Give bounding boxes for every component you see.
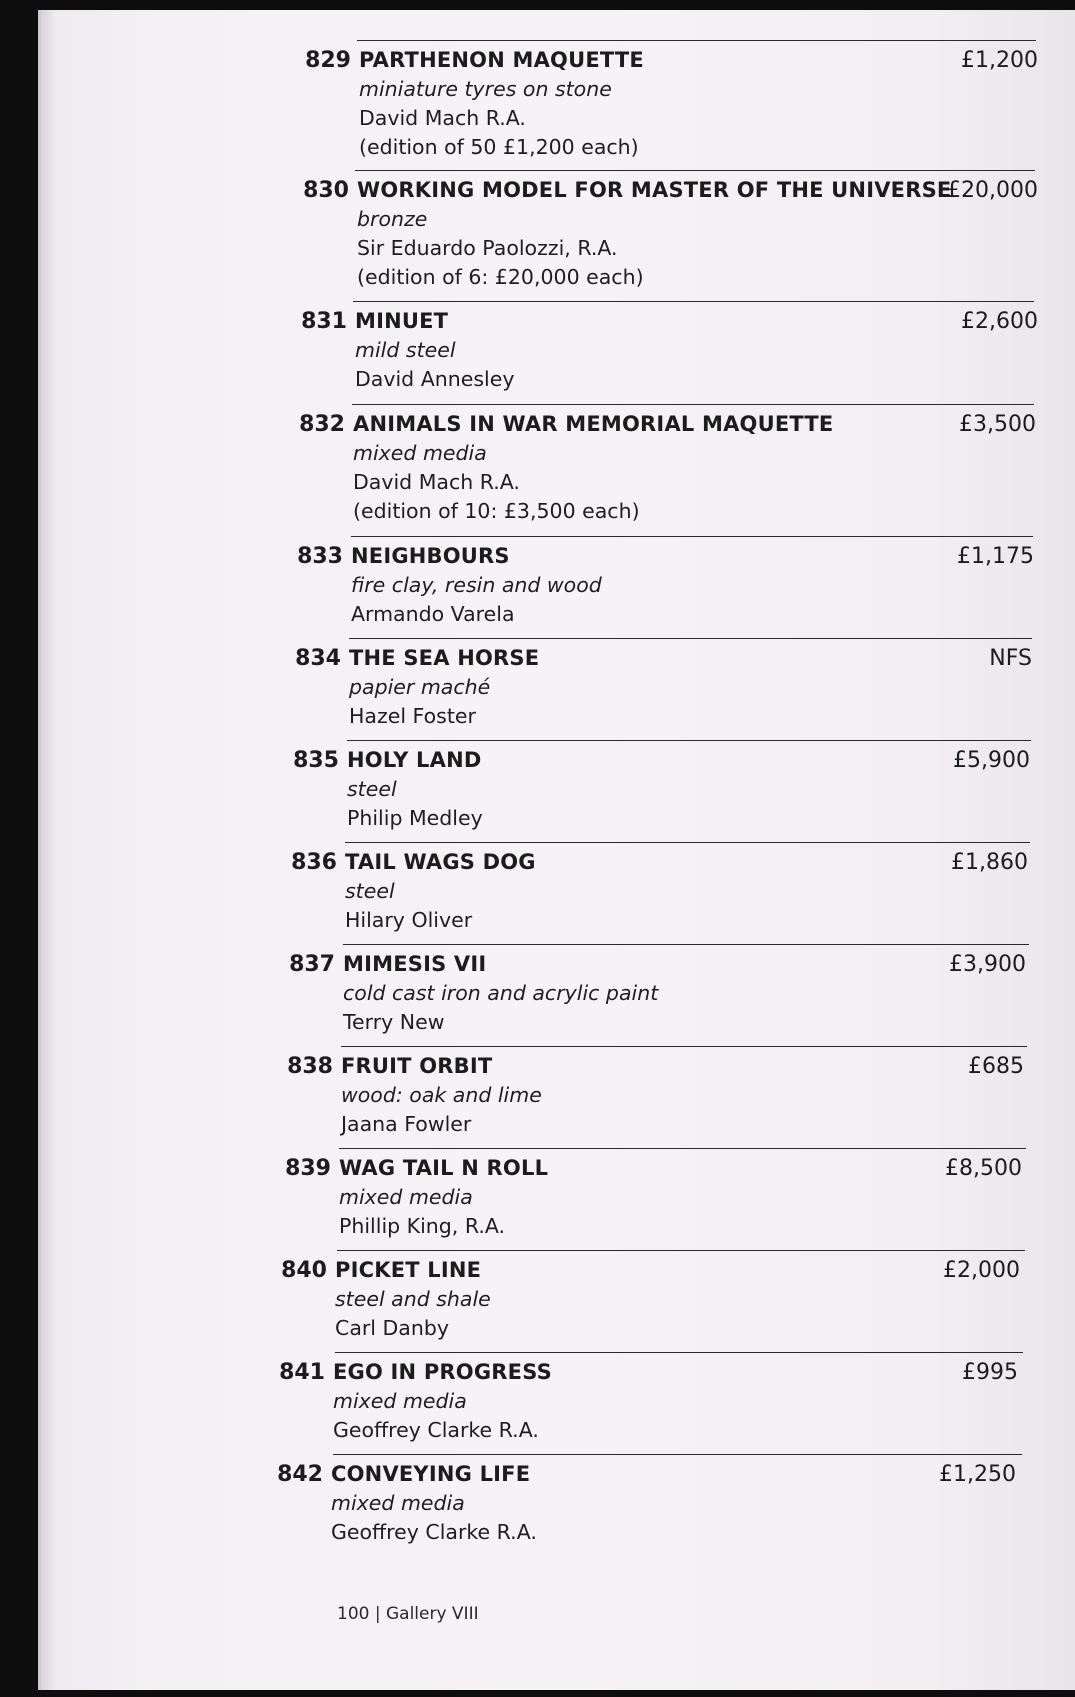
entry-artist: Hazel Foster [349,704,476,728]
entry-medium: bronze [357,207,428,231]
entry-rule [353,301,1034,302]
entry-title: TAIL WAGS DOG [345,850,536,874]
entry-artist: David Mach R.A. [353,470,520,494]
entry-price: £1,250 [939,1462,1016,1487]
entry-price: £995 [962,1360,1018,1385]
entry-rule [345,842,1030,843]
entry-number: 839 [285,1156,331,1181]
entry-number: 840 [281,1258,327,1283]
entry-price: £3,500 [959,412,1036,437]
entry-rule [337,1250,1025,1251]
entry-artist: Carl Danby [335,1316,450,1340]
entry-price: £20,000 [947,178,1038,203]
entry-medium: mild steel [355,338,456,362]
entry-rule [335,1352,1023,1353]
entry-artist: David Annesley [355,367,515,391]
page-footer: 100 | Gallery VIII [337,1604,479,1624]
entry-price: £1,860 [951,850,1028,875]
entry-price: £5,900 [953,748,1030,773]
entry-artist: Jaana Fowler [341,1112,472,1136]
entry-price: £3,900 [949,952,1026,977]
entry-number: 837 [289,952,335,977]
entry-number: 836 [291,850,337,875]
entry-title: PICKET LINE [335,1258,482,1282]
entry-medium: steel [347,777,397,801]
entry-number: 838 [287,1054,333,1079]
entry-title: MINUET [355,309,449,333]
entry-artist: Geoffrey Clarke R.A. [331,1520,537,1544]
entry-price: £1,200 [961,48,1038,73]
entry-medium: papier maché [349,675,491,699]
entry-number: 835 [293,748,339,773]
entry-rule [357,40,1036,41]
entry-medium: mixed media [333,1389,467,1413]
entry-price: NFS [989,646,1032,671]
entry-title: MIMESIS VII [343,952,487,976]
catalogue-page [38,10,1075,1690]
entry-title: THE SEA HORSE [349,646,540,670]
entry-rule [347,740,1031,741]
entry-rule [351,536,1033,537]
entry-title: WAG TAIL N ROLL [339,1156,549,1180]
entry-number: 841 [279,1360,325,1385]
entry-medium: wood: oak and lime [341,1083,542,1107]
entry-rule [352,404,1034,405]
entry-artist: Terry New [343,1010,445,1034]
entry-title: NEIGHBOURS [351,544,510,568]
entry-edition: (edition of 10: £3,500 each) [353,499,640,523]
entry-medium: miniature tyres on stone [359,77,612,101]
entry-artist: Hilary Oliver [345,908,473,932]
entry-title: WORKING MODEL FOR MASTER OF THE UNIVERSE [357,178,952,202]
entry-artist: Philip Medley [347,806,483,830]
entry-title: CONVEYING LIFE [331,1462,531,1486]
entry-title: EGO IN PROGRESS [333,1360,552,1384]
entry-number: 833 [297,544,343,569]
entry-rule [333,1454,1022,1455]
entry-title: FRUIT ORBIT [341,1054,493,1078]
entry-medium: fire clay, resin and wood [351,573,602,597]
entry-medium: mixed media [331,1491,465,1515]
entry-medium: mixed media [353,441,487,465]
entry-price: £685 [968,1054,1024,1079]
entry-title: ANIMALS IN WAR MEMORIAL MAQUETTE [353,412,834,436]
entry-artist: Geoffrey Clarke R.A. [333,1418,539,1442]
entry-medium: mixed media [339,1185,473,1209]
entry-price: £2,600 [961,309,1038,334]
entry-edition: (edition of 6: £20,000 each) [357,265,644,289]
entry-title: PARTHENON MAQUETTE [359,48,644,72]
entry-artist: Sir Eduardo Paolozzi, R.A. [357,236,618,260]
entry-price: £2,000 [943,1258,1020,1283]
entry-number: 831 [301,309,347,334]
entry-rule [343,944,1029,945]
entry-artist: Armando Varela [351,602,515,626]
entry-medium: steel and shale [335,1287,491,1311]
entry-artist: David Mach R.A. [359,106,526,130]
entry-number: 830 [303,178,349,203]
entry-medium: steel [345,879,395,903]
entry-number: 842 [277,1462,323,1487]
entry-number: 832 [299,412,345,437]
entry-rule [339,1148,1026,1149]
entry-price: £1,175 [957,544,1034,569]
entry-title: HOLY LAND [347,748,482,772]
entry-number: 834 [295,646,341,671]
entry-price: £8,500 [945,1156,1022,1181]
entry-rule [355,170,1035,171]
entry-artist: Phillip King, R.A. [339,1214,506,1238]
entry-rule [349,638,1032,639]
page-spine-shadow [41,10,55,1690]
entry-medium: cold cast iron and acrylic paint [343,981,659,1005]
entry-number: 829 [305,48,351,73]
entry-edition: (edition of 50 £1,200 each) [359,135,639,159]
entry-rule [341,1046,1027,1047]
